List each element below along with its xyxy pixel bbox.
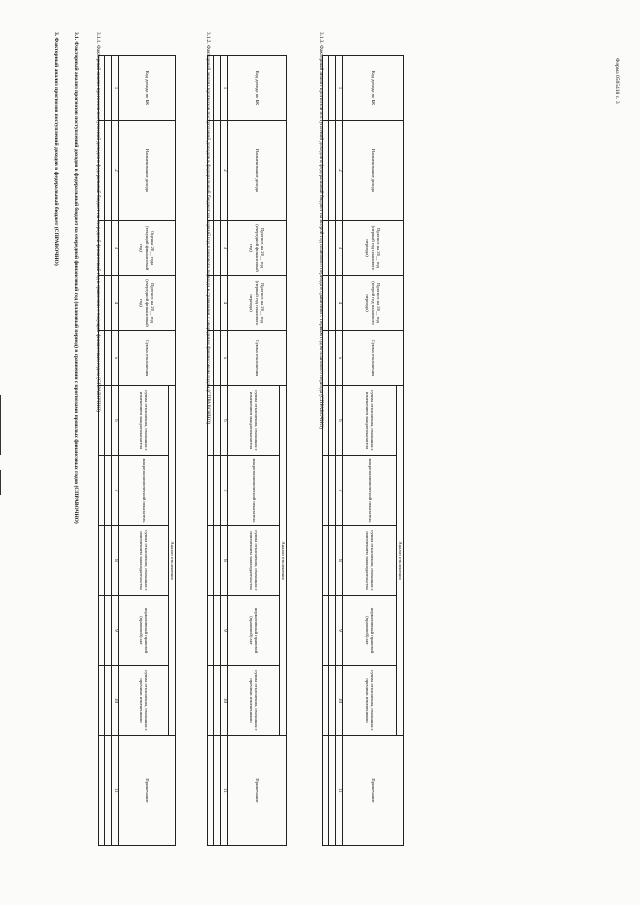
table-row — [99, 56, 105, 846]
column-number: 3 — [336, 221, 343, 276]
group-header: Анализ отклонения — [397, 386, 404, 736]
column-number: 3 — [221, 221, 228, 276]
header-cell: Прогноз на 20__ год (очередной финансовый год) — [119, 276, 176, 331]
header-cell: Прогноз на 20__ год (первый год планового периода) — [228, 276, 287, 331]
table-row — [105, 56, 112, 846]
header-cell: макроэкономический показатель — [228, 456, 280, 526]
column-number: 9 — [221, 596, 228, 666]
column-number: 9 — [336, 596, 343, 666]
column-number: 11 — [221, 736, 228, 846]
header-cell: Прогноз на 20__ год (второй год планового периода) — [343, 276, 404, 331]
header-cell: Сумма отклонения — [119, 331, 176, 386]
column-number: 11 — [112, 736, 119, 846]
sub-heading: 3.1. Факторный анализ прогнозов поступлений доходов в федеральный бюджет на очередной финансовый год (плановый период) в сравнении с прогнозами прошлых финансовых годов (СПРАВОЧНО) — [73, 32, 79, 524]
header-cell: сумма отклонения, связанная с прочими изменениями — [119, 666, 169, 736]
column-number: 1 — [336, 56, 343, 121]
column-number: 8 — [221, 526, 228, 596]
header-cell: Прогноз на 20__ год (первый год планового периода) — [343, 221, 404, 276]
header-cell: сумма отклонения, связанная с изменением законодательства — [228, 526, 280, 596]
group-header: Анализ отклонения — [280, 386, 287, 736]
header-cell: сумма отклонения, связанная с изменением макропоказателя — [119, 386, 169, 456]
header-cell: Код дохода по БК — [119, 56, 176, 121]
column-number: 1 — [221, 56, 228, 121]
header-cell: Код дохода по БК — [343, 56, 404, 121]
column-number: 2 — [336, 121, 343, 221]
header-cell: сумма отклонения, связанная с прочими изменениями — [343, 666, 397, 736]
column-number: 8 — [112, 526, 119, 596]
column-number: 8 — [336, 526, 343, 596]
form-label: Форма 0505418 с. 3 — [614, 58, 620, 104]
header-cell: Наименование дохода — [228, 121, 287, 221]
factor-table-2 — [208, 55, 288, 846]
column-number: 1 — [112, 56, 119, 121]
group-header: Анализ отклонения — [169, 386, 176, 736]
table-row — [329, 56, 336, 846]
header-cell: сумма отклонения, связанная с изменением законодательства — [119, 526, 169, 596]
factor-table-3 — [323, 55, 405, 846]
header-cell: сумма отклонения, связанная с изменением законодательства — [343, 526, 397, 596]
table-row — [208, 56, 214, 846]
column-number: 5 — [112, 331, 119, 386]
header-cell: сумма отклонения, связанная с изменением макропоказателя — [228, 386, 280, 456]
column-number: 9 — [112, 596, 119, 666]
column-number: 10 — [336, 666, 343, 736]
header-cell: Сумма отклонения — [228, 331, 287, 386]
column-number: 11 — [336, 736, 343, 846]
column-number: 4 — [112, 276, 119, 331]
column-number: 2 — [221, 121, 228, 221]
header-cell: Наименование дохода — [343, 121, 404, 221]
table-row — [323, 56, 329, 846]
column-number: 5 — [221, 331, 228, 386]
header-cell: Примечание — [228, 736, 287, 846]
column-number: 7 — [112, 456, 119, 526]
header-cell: сумма отклонения, связанная с прочими изменениями — [228, 666, 280, 736]
table-caption: 3.1.3. Факторный анализ прогнозов поступлений доходов в федеральный бюджет на второй год планового периода в сравнении с первым годом планового периода (СПРАВОЧНО) — [318, 32, 324, 429]
factor-table-1 — [99, 55, 177, 846]
header-cell: Наименование дохода — [119, 121, 176, 221]
table-caption: 3.1.2. Факторный анализ прогнозов поступлений доходов в федеральный бюджет на первый год планового периода в сравнении с очередным финансовым годом (СПРАВОЧНО) — [205, 32, 211, 425]
header-cell: Примечание — [343, 736, 404, 846]
table-caption: 3.1.1. Факторный анализ прогнозов поступлений доходов в федеральный бюджет на очередной финансовый год в сравнении с текущим финансовым годом (СПРАВОЧНО) — [95, 32, 101, 412]
column-number: 4 — [336, 276, 343, 331]
header-cell: нормативный правовой (правовой) акт — [343, 596, 397, 666]
header-cell: нормативный правовой (правовой) акт — [119, 596, 169, 666]
header-cell: макроэкономический показатель — [343, 456, 397, 526]
header-cell: нормативный правовой (правовой) акт — [228, 596, 280, 666]
header-cell: Код дохода по БК — [228, 56, 287, 121]
column-number: 10 — [221, 666, 228, 736]
column-number: 2 — [112, 121, 119, 221]
column-number: 6 — [336, 386, 343, 456]
header-cell: макроэкономический показатель — [119, 456, 169, 526]
column-number: 4 — [221, 276, 228, 331]
column-number: 10 — [112, 666, 119, 736]
header-cell: Прогноз на 20__ год (очередной финансовый год) — [228, 221, 287, 276]
column-number: 6 — [221, 386, 228, 456]
column-number: 7 — [221, 456, 228, 526]
table-row — [214, 56, 221, 846]
column-number: 3 — [112, 221, 119, 276]
header-cell: Оценка 20__ года (текущий финансовый год) — [119, 221, 176, 276]
main-heading: 3. Факторный анализ прогнозов поступлений доходов в федеральный бюджет (СПРАВОЧНО) — [53, 32, 59, 266]
column-number: 6 — [112, 386, 119, 456]
header-cell: Примечание — [119, 736, 176, 846]
header-cell: сумма отклонения, связанная с изменением макропоказателя — [343, 386, 397, 456]
header-cell: Сумма отклонения — [343, 331, 404, 386]
column-number: 7 — [336, 456, 343, 526]
column-number: 5 — [336, 331, 343, 386]
